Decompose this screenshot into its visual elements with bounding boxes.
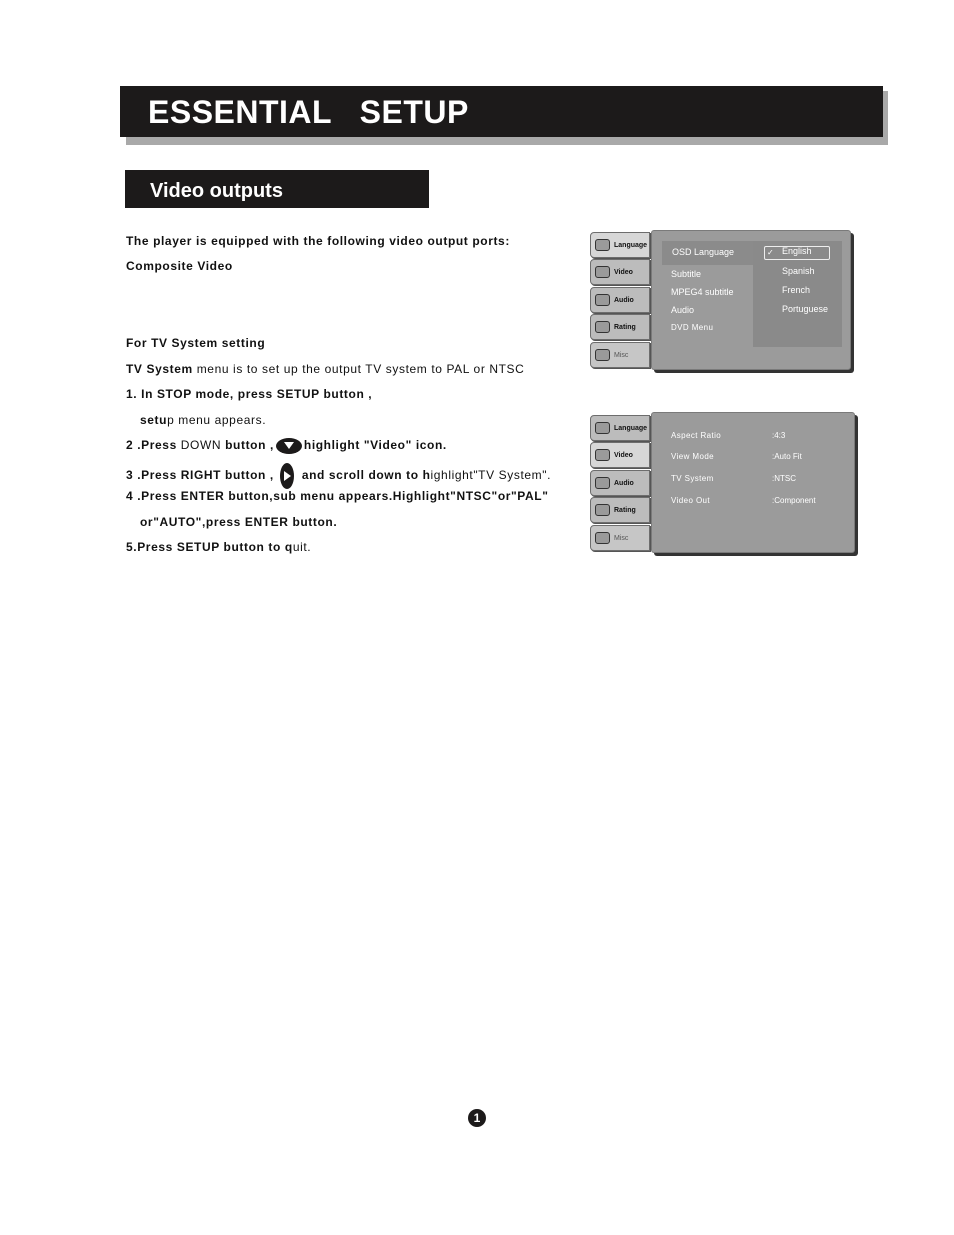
lock-icon <box>595 504 610 516</box>
language-icon <box>595 239 610 251</box>
step-4-cont: or"AUTO",press ENTER button. <box>140 515 338 529</box>
value-tv-system: :NTSC <box>772 474 796 483</box>
video-icon <box>595 266 610 278</box>
step-4: 4 .Press ENTER button,sub menu appears.Highlight"NTSC"or"PAL" <box>126 489 549 503</box>
step-1-cont: setup menu appears. <box>140 413 267 427</box>
video-icon <box>595 449 610 461</box>
tab-misc[interactable]: Misc <box>590 525 650 551</box>
down-arrow-icon <box>276 438 302 454</box>
audio-icon <box>595 294 610 306</box>
value-video-out: :Component <box>772 496 816 505</box>
menu1-item-osd-language[interactable]: OSD Language <box>672 247 735 257</box>
tv-system-desc: TV System menu is to set up the output TV system to PAL or NTSC <box>126 362 525 376</box>
page-title: ESSENTIAL SETUP <box>148 94 469 130</box>
lock-icon <box>595 321 610 333</box>
composite-line: Composite Video <box>126 259 233 273</box>
tab-video[interactable]: Video <box>590 259 650 285</box>
menu1-item-mpeg4-subtitle[interactable]: MPEG4 subtitle <box>671 287 734 297</box>
menu2-tabs <box>590 413 652 553</box>
misc-icon <box>595 532 610 544</box>
page-number: 1 <box>468 1109 486 1127</box>
option-portuguese[interactable]: Portuguese <box>782 304 829 314</box>
value-aspect-ratio: :4:3 <box>772 431 786 440</box>
tab-language[interactable]: Language <box>590 415 650 441</box>
right-arrow-icon <box>280 463 294 489</box>
tab-audio[interactable]: Audio <box>590 287 650 313</box>
value-view-mode: :Auto Fit <box>772 452 802 461</box>
step-5: 5.Press SETUP button to quit. <box>126 540 312 554</box>
audio-icon <box>595 477 610 489</box>
tab-language[interactable]: Language <box>590 232 650 258</box>
menu1-item-audio[interactable]: Audio <box>671 305 695 315</box>
misc-icon <box>595 349 610 361</box>
menu2-item-aspect-ratio[interactable]: Aspect Ratio <box>671 431 722 440</box>
menu1-panel <box>651 230 851 370</box>
tab-rating[interactable]: Rating <box>590 497 650 523</box>
menu2-item-tv-system[interactable]: TV System <box>671 474 714 483</box>
check-icon: ✓ <box>767 248 774 257</box>
menu2-panel <box>651 412 855 553</box>
menu1-tabs <box>590 230 652 370</box>
intro-line: The player is equipped with the following video output ports: <box>126 234 510 248</box>
section-title: Video outputs <box>150 180 283 202</box>
step-3: 3 .Press RIGHT button , and scroll down to highlight"TV System". <box>126 463 551 489</box>
menu1-item-subtitle[interactable]: Subtitle <box>671 269 702 279</box>
menu1-item-dvd-menu[interactable]: DVD Menu <box>671 323 714 332</box>
language-icon <box>595 422 610 434</box>
menu2-item-view-mode[interactable]: View Mode <box>671 452 715 461</box>
menu2-item-video-out[interactable]: Video Out <box>671 496 711 505</box>
option-french[interactable]: French <box>782 285 811 295</box>
option-english[interactable]: English <box>782 246 812 256</box>
tab-audio[interactable]: Audio <box>590 470 650 496</box>
option-spanish[interactable]: Spanish <box>782 266 815 276</box>
tab-rating[interactable]: Rating <box>590 314 650 340</box>
tab-misc[interactable]: Misc <box>590 342 650 368</box>
tv-system-heading: For TV System setting <box>126 336 266 350</box>
step-2: 2 .Press DOWN button , highlight "Video" icon. <box>126 438 447 452</box>
step-1: 1. In STOP mode, press SETUP button , <box>126 387 373 401</box>
tab-video[interactable]: Video <box>590 442 650 468</box>
